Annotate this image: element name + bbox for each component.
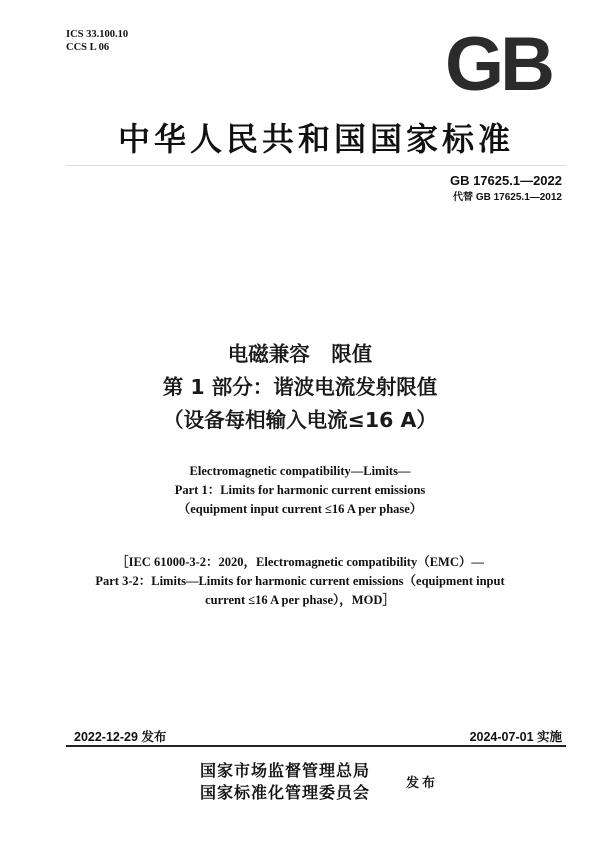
footer-divider — [66, 745, 566, 747]
chinese-title-line-1: 电磁兼容 限值 — [227, 342, 373, 366]
replaced-standard: 代替 GB 17625.1—2012 — [453, 192, 562, 203]
national-standard-title: 中华人民共和国国家标准 — [117, 120, 514, 158]
standard-number: GB 17625.1—2022 — [449, 173, 562, 188]
issue-date: 2022-12-29 发布 — [74, 730, 167, 744]
issuer-line-2: 国家标准化管理委员会 — [200, 783, 371, 802]
ccs-code: CCS L 06 — [66, 42, 110, 53]
iec-reference — [0, 553, 600, 610]
chinese-title — [0, 338, 600, 437]
iec-reference-line-1: ［IEC 61000-3-2：2020，Electromagnetic compatibility（EMC）— — [116, 555, 484, 569]
issuing-authorities — [200, 760, 370, 804]
standard-number-block — [450, 172, 562, 206]
gb-logo-text: GB — [445, 30, 551, 94]
english-title-line-1: Electromagnetic compatibility—Limits— — [189, 464, 411, 478]
issue-action: 发布 — [406, 776, 439, 791]
gb-logo — [432, 30, 564, 94]
iec-reference-line-2: Part 3-2：Limits—Limits for harmonic current emissions（equipment input — [95, 574, 505, 588]
header-divider — [66, 165, 566, 166]
english-title-line-3: （equipment input current ≤16 A per phase） — [177, 502, 423, 516]
issuer-line-1: 国家市场监督管理总局 — [200, 761, 371, 780]
iec-reference-line-3: current ≤16 A per phase），MOD］ — [205, 593, 395, 607]
classification-codes — [66, 28, 128, 54]
chinese-title-line-2: 第 1 部分：谐波电流发射限值 — [162, 375, 438, 399]
english-title — [0, 462, 600, 519]
english-title-line-2: Part 1：Limits for harmonic current emissions — [174, 483, 426, 497]
ics-code: ICS 33.100.10 — [66, 29, 129, 40]
implementation-date: 2024-07-01 实施 — [469, 730, 562, 744]
chinese-title-line-3: （设备每相输入电流≤16 A） — [163, 408, 437, 432]
